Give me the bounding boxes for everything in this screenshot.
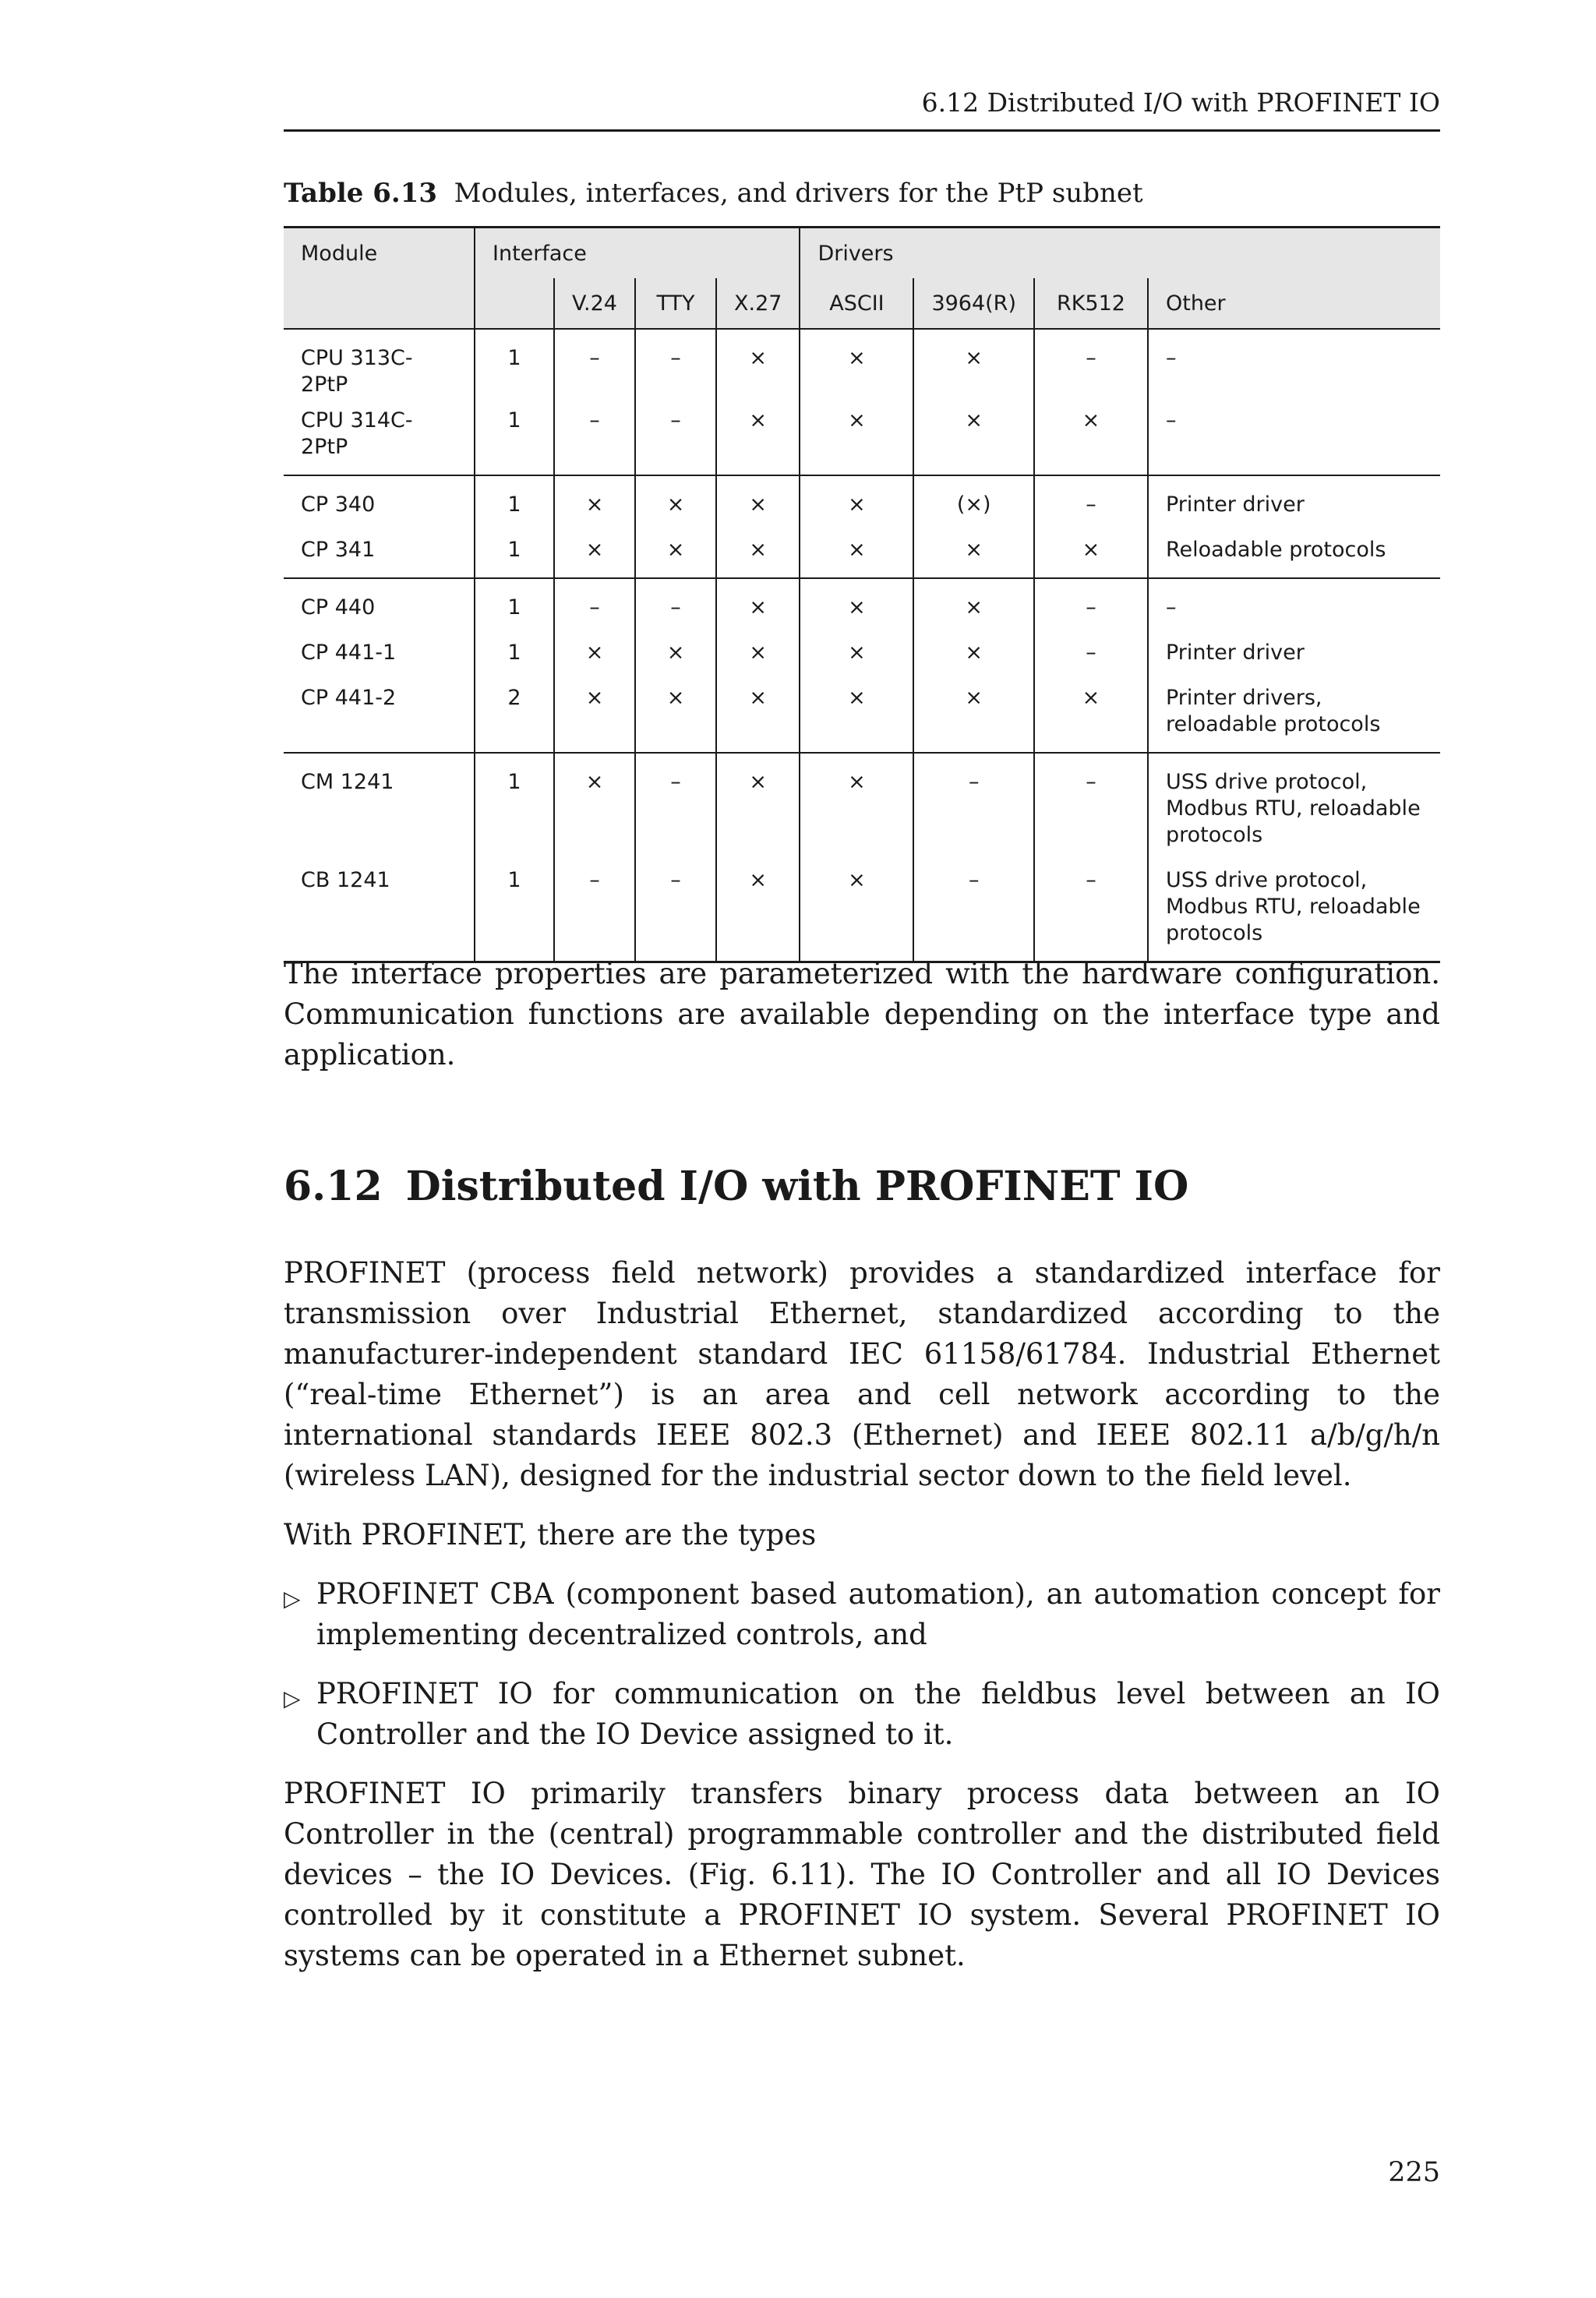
cell-module: CM 1241 (301, 770, 394, 794)
cell-3964r: × (913, 532, 1034, 578)
cell-v24: × (554, 680, 635, 753)
cell-module: CP 441-1 (301, 641, 397, 665)
section-title: Distributed I/O with PROFINET IO (405, 1163, 1189, 1210)
cell-other: Printer drivers, reloadable protocols (1148, 680, 1440, 753)
cell-rk512: – (1034, 578, 1148, 635)
cell-3964r: × (913, 403, 1034, 475)
page-number: 225 (1388, 2157, 1440, 2188)
header-v24: V.24 (554, 278, 635, 329)
table-row (284, 635, 1440, 680)
cell-count: 1 (475, 863, 554, 962)
cell-3964r: – (913, 863, 1034, 962)
cell-3964r: (×) (913, 475, 1034, 532)
intro-paragraph-text: The interface properties are parameterized with the hardware configuration. Communication functions are available depending on the interface type and application. (284, 957, 1440, 1071)
section-body (284, 1253, 1440, 1976)
cell-other: – (1148, 329, 1440, 403)
cell-rk512: – (1034, 635, 1148, 680)
cell-module: CP 440 (301, 595, 376, 620)
cell-ascii: × (800, 753, 913, 863)
cell-count: 1 (475, 753, 554, 863)
cell-module: CB 1241 (284, 863, 475, 962)
header-3964r: 3964(R) (913, 278, 1034, 329)
cell-tty: – (635, 578, 716, 635)
triangle-bullet-icon: ▷ (284, 1586, 301, 1611)
cell-v24: – (554, 329, 635, 403)
cell-3964r: × (913, 578, 1034, 635)
cell-rk512: – (1034, 475, 1148, 532)
paragraph-profinet-intro: PROFINET (process field network) provides a standardized interface for transmission over Industrial Ethernet, standardized according to the manufacturer-independent standard IEC 61158/61784. Industrial Ethernet (“real-time Ethernet”) is an area and cell network according to the international standards IEEE 802.3 (Ethernet) and IEEE 802.11 a/b/g/h/n (wireless LAN), designed for the industrial sector down to the field level. (284, 1256, 1440, 1492)
paragraph-types: With PROFINET, there are the types (284, 1518, 817, 1551)
cell-rk512: × (1034, 532, 1148, 578)
cell-module: CP 341 (284, 532, 475, 578)
header-module: Module (284, 228, 475, 279)
table-header-row (284, 228, 1440, 279)
cell-rk512: – (1034, 753, 1148, 863)
section-heading (284, 1163, 1188, 1210)
triangle-bullet-icon: ▷ (284, 1686, 301, 1711)
table-row (284, 475, 1440, 532)
table-row (284, 680, 1440, 753)
cell-other: USS drive protocol, Modbus RTU, reloadable protocols (1148, 863, 1440, 962)
cell-x27: × (716, 863, 800, 962)
cell-ascii: × (800, 680, 913, 753)
cell-3964r: × (913, 680, 1034, 753)
cell-tty: × (635, 635, 716, 680)
header-empty (284, 278, 475, 329)
cell-v24: × (554, 475, 635, 532)
intro-paragraph (284, 954, 1440, 1075)
cell-v24: – (554, 403, 635, 475)
cell-module: CP 441-2 (284, 680, 475, 753)
cell-count: 1 (475, 403, 554, 475)
header-drivers: Drivers (800, 228, 1440, 279)
cell-tty: × (635, 475, 716, 532)
header-rule (284, 129, 1440, 132)
cell-ascii: × (800, 635, 913, 680)
header-rk512: RK512 (1034, 278, 1148, 329)
running-head: 6.12 Distributed I/O with PROFINET IO (921, 87, 1440, 118)
cell-ascii: × (800, 403, 913, 475)
table-row (284, 329, 1440, 403)
cell-v24: × (554, 753, 635, 863)
table-row (284, 578, 1440, 635)
cell-v24: – (554, 578, 635, 635)
cell-module: CP 340 (301, 492, 376, 517)
table-caption (284, 178, 1143, 209)
table-row (284, 403, 1440, 475)
cell-other: Printer driver (1148, 475, 1440, 532)
cell-count: 1 (475, 329, 554, 403)
table-caption-label: Table 6.13 (284, 178, 438, 209)
cell-tty: × (635, 532, 716, 578)
cell-x27: × (716, 753, 800, 863)
bullet-text: PROFINET CBA (component based automation), an automation concept for implementing decentralized controls, and (316, 1577, 1440, 1651)
cell-rk512: – (1034, 863, 1148, 962)
cell-x27: × (716, 635, 800, 680)
cell-other: Reloadable protocols (1148, 532, 1440, 578)
cell-other: USS drive protocol, Modbus RTU, reloadable protocols (1148, 753, 1440, 863)
table-row (284, 863, 1440, 962)
cell-count: 1 (475, 532, 554, 578)
cell-x27: × (716, 403, 800, 475)
cell-x27: × (716, 329, 800, 403)
cell-tty: – (635, 863, 716, 962)
cell-count: 1 (475, 578, 554, 635)
list-item (284, 1674, 1440, 1755)
header-other: Other (1148, 278, 1440, 329)
section-number: 6.12 (284, 1163, 383, 1210)
cell-v24: × (554, 635, 635, 680)
cell-v24: × (554, 532, 635, 578)
cell-other: – (1148, 578, 1440, 635)
cell-tty: – (635, 403, 716, 475)
bullet-text: PROFINET IO for communication on the fieldbus level between an IO Controller and the IO Device assigned to it. (316, 1677, 1440, 1751)
cell-v24: – (554, 863, 635, 962)
cell-3964r: × (913, 635, 1034, 680)
cell-x27: × (716, 578, 800, 635)
cell-3964r: – (913, 753, 1034, 863)
cell-other: – (1148, 403, 1440, 475)
header-x27: X.27 (716, 278, 800, 329)
cell-rk512: – (1034, 329, 1148, 403)
cell-ascii: × (800, 863, 913, 962)
cell-rk512: × (1034, 680, 1148, 753)
cell-x27: × (716, 475, 800, 532)
cell-other: Printer driver (1148, 635, 1440, 680)
cell-tty: – (635, 329, 716, 403)
paragraph-profinet-io: PROFINET IO primarily transfers binary process data between an IO Controller in the (central) programmable controller and the distributed field devices – the IO Devices. (Fig. 6.11). The IO Controller and all IO Devices controlled by it constitute a PROFINET IO system. Several PROFINET IO systems can be operated in a Ethernet subnet. (284, 1777, 1440, 1972)
cell-ascii: × (800, 532, 913, 578)
cell-ascii: × (800, 475, 913, 532)
list-item (284, 1574, 1440, 1655)
cell-count: 2 (475, 680, 554, 753)
cell-ascii: × (800, 578, 913, 635)
header-interface: Interface (475, 228, 800, 279)
cell-x27: × (716, 680, 800, 753)
cell-tty: – (635, 753, 716, 863)
table-row (284, 753, 1440, 863)
cell-ascii: × (800, 329, 913, 403)
cell-module: CPU 314C-2PtP (284, 403, 475, 475)
cell-tty: × (635, 680, 716, 753)
cell-x27: × (716, 532, 800, 578)
table-row (284, 532, 1440, 578)
table-subheader-row (284, 278, 1440, 329)
header-count (475, 278, 554, 329)
cell-3964r: × (913, 329, 1034, 403)
cell-module: CPU 313C-2PtP (301, 346, 413, 397)
modules-table (284, 226, 1440, 963)
cell-count: 1 (475, 475, 554, 532)
table-caption-text: Modules, interfaces, and drivers for the PtP subnet (454, 178, 1143, 209)
cell-rk512: × (1034, 403, 1148, 475)
header-tty: TTY (635, 278, 716, 329)
header-ascii: ASCII (800, 278, 913, 329)
cell-count: 1 (475, 635, 554, 680)
